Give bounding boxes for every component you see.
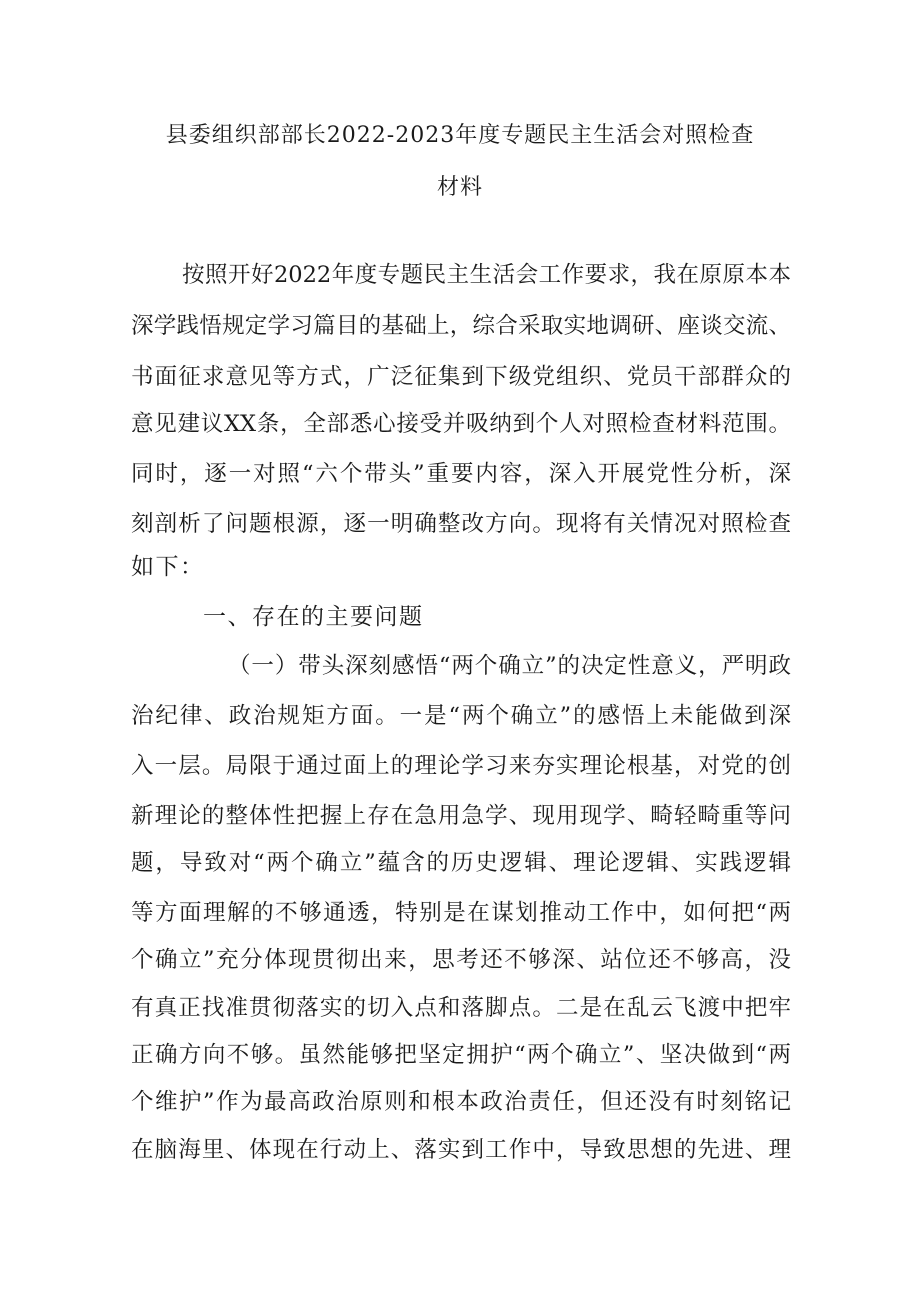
intro-line: 深学践悟规定学习篇目的基础上，综合采取实地调研、座谈交流、 [131,313,791,339]
section1-line: 个维护”作为最高政治原则和根本政治责任，但还没有时刻铭记 [131,1089,791,1115]
intro-line: 刻剖析了问题根源，逐一明确整改方向。现将有关情况对照检查 [131,511,791,537]
section1-line: 正确方向不够。虽然能够把坚定拥护“两个确立”、坚决做到“两 [131,1042,791,1068]
intro-line: 意见建议XX条，全部悉心接受并吸纳到个人对照检查材料范围。 [131,411,791,437]
section1-line: 在脑海里、体现在行动上、落实到工作中，导致思想的先进、理 [131,1137,791,1163]
document-title-line-2: 材料 [436,175,483,200]
intro-line: 书面征求意见等方式，广泛征集到下级党组织、党员干部群众的 [131,364,791,390]
section1-line: 新理论的整体性把握上存在急用急学、现用现学、畸轻畸重等问 [131,803,791,829]
section1-line: 题，导致对“两个确立”蕴含的历史逻辑、理论逻辑、实践逻辑 [131,850,791,876]
intro-line: 按照开好2022年度专题民主生活会工作要求，我在原原本本 [182,262,791,288]
document-title-line-1: 县委组织部部长2022-2023年度专题民主生活会对照检查 [165,123,755,148]
section1-line: 有真正找准贯彻落实的切入点和落脚点。二是在乱云飞渡中把牢 [131,995,791,1021]
section1-line: 治纪律、政治规矩方面。一是“两个确立”的感悟上未能做到深 [131,703,791,729]
intro-line: 同时，逐一对照“六个带头”重要内容，深入开展党性分析，深 [131,461,791,487]
section1-line: 个确立”充分体现贯彻出来，思考还不够深、站位还不够高，没 [131,947,791,973]
section1-line: 入一层。局限于通过面上的理论学习来夯实理论根基，对党的创 [131,753,791,779]
section-heading: 一、存在的主要问题 [203,604,424,630]
section1-line: 等方面理解的不够通透，特别是在谋划推动工作中，如何把“两 [131,900,791,926]
section1-line: （一）带头深刻感悟“两个确立”的决定性意义，严明政 [228,653,791,679]
intro-line: 如下： [131,554,205,580]
